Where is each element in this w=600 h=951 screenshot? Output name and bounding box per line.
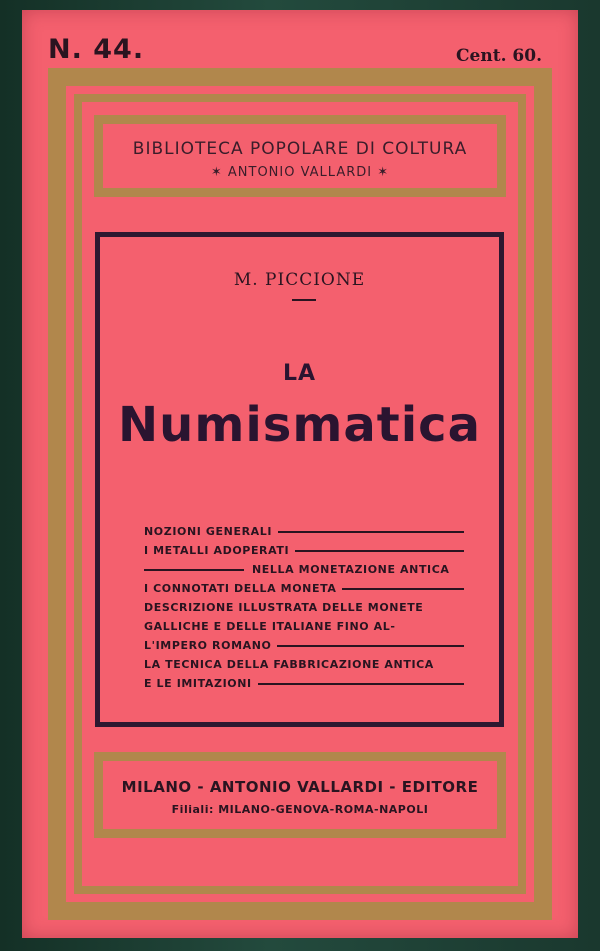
author-divider [292,299,316,301]
leader-rule [295,550,464,552]
leader-rule [144,569,244,571]
publisher-name: MILANO - ANTONIO VALLARDI - EDITORE [121,778,479,796]
publisher-box [94,752,506,838]
series-title: BIBLIOTECA POPOLARE DI COLTURA [132,139,468,159]
contents-item: NELLA MONETAZIONE ANTICA [144,560,464,579]
publisher-branches: Filiali: MILANO-GENOVA-ROMA-NAPOLI [171,803,429,816]
title-article: LA [282,361,317,386]
leader-rule [278,531,464,533]
contents-item: NOZIONI GENERALI [144,522,464,541]
contents-item: I CONNOTATI DELLA MONETA [144,579,464,598]
leader-rule [277,645,464,647]
author-name: M. PICCIONE [233,270,366,290]
price-label: Cent. 60. [456,46,542,66]
contents-item: E LE IMITAZIONI [144,674,464,693]
contents-item: LA TECNICA DELLA FABBRICAZIONE ANTICA [144,658,434,671]
contents-item: L'IMPERO ROMANO [144,636,464,655]
leader-rule [342,588,464,590]
series-subtitle: ✶ ANTONIO VALLARDI ✶ [210,165,390,180]
contents-list [144,522,464,693]
series-number: N. 44. [48,34,145,65]
contents-item: I METALLI ADOPERATI [144,541,464,560]
leader-rule [258,683,464,685]
book-title: Numismatica [117,397,482,453]
series-box [94,115,506,197]
contents-item: DESCRIZIONE ILLUSTRATA DELLE MONETE [144,601,424,614]
contents-item: GALLICHE E DELLE ITALIANE FINO AL- [144,620,396,633]
title-panel [95,232,504,727]
